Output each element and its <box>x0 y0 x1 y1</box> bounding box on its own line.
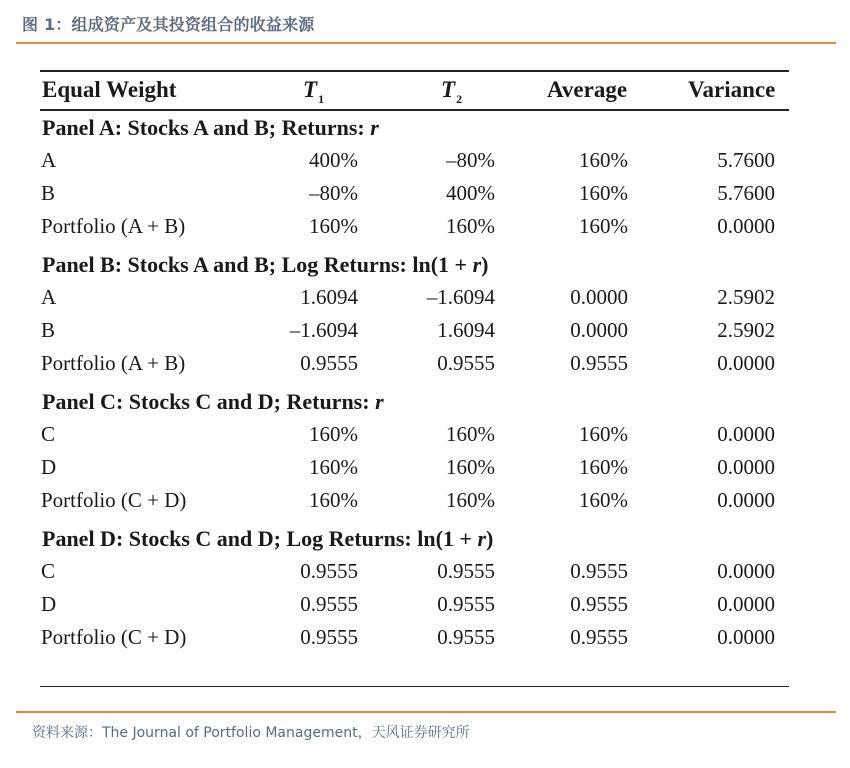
table-header-rule <box>40 109 789 111</box>
row-label: Portfolio (A + B) <box>41 351 186 375</box>
row-label: C <box>41 559 56 583</box>
row-label: Portfolio (C + D) <box>41 488 187 512</box>
table-cell-t1: 0.9555 <box>300 559 358 583</box>
table-cell-avg: 160% <box>579 181 628 205</box>
row-label: Portfolio (A + B) <box>41 214 186 238</box>
table-cell-t2: 1.6094 <box>437 318 495 342</box>
panel-title: Panel A: Stocks A and B; Returns: r <box>42 115 379 140</box>
table-cell-var: 0.0000 <box>717 351 775 375</box>
bottom-accent-rule <box>16 711 836 713</box>
table-cell-t1: 160% <box>309 214 358 238</box>
header-t1: $T_1$ <box>303 77 325 106</box>
table-cell-t2: 160% <box>446 455 495 479</box>
table-cell-avg: 160% <box>579 214 628 238</box>
row-label: D <box>41 592 57 616</box>
table-cell-avg: 0.9555 <box>570 351 628 375</box>
table-cell-var: 5.7600 <box>717 148 775 172</box>
table-cell-avg: 0.0000 <box>570 318 628 342</box>
table-cell-avg: 0.9555 <box>570 625 628 649</box>
table-cell-var: 0.0000 <box>717 625 775 649</box>
top-accent-rule <box>16 42 836 44</box>
table-cell-t1: 400% <box>309 148 358 172</box>
row-label: A <box>41 148 57 172</box>
panel-title: Panel B: Stocks A and B; Log Returns: ln(1 + r) <box>42 252 489 277</box>
table-bottom-rule <box>40 686 789 687</box>
row-label: Portfolio (C + D) <box>41 625 187 649</box>
table-cell-var: 0.0000 <box>717 455 775 479</box>
table-cell-t2: 160% <box>446 422 495 446</box>
panel-title: Panel C: Stocks C and D; Returns: r <box>42 389 384 414</box>
table-cell-t2: –1.6094 <box>426 285 495 309</box>
table-cell-avg: 0.9555 <box>570 592 628 616</box>
table-cell-t1: 160% <box>309 422 358 446</box>
table-cell-var: 0.0000 <box>717 559 775 583</box>
source-note: 资料来源：The Journal of Portfolio Management，天风证券研究所 <box>32 725 470 741</box>
table-cell-t2: –80% <box>446 148 495 172</box>
table-cell-var: 2.5902 <box>717 318 775 342</box>
table-cell-var: 0.0000 <box>717 488 775 512</box>
table-cell-avg: 0.9555 <box>570 559 628 583</box>
table-cell-t2: 0.9555 <box>437 559 495 583</box>
table-cell-t1: 0.9555 <box>300 625 358 649</box>
table-cell-t2: 400% <box>446 181 495 205</box>
row-label: B <box>41 181 56 205</box>
table-cell-avg: 160% <box>579 455 628 479</box>
table-cell-var: 2.5902 <box>717 285 775 309</box>
table-cell-avg: 160% <box>579 422 628 446</box>
table-cell-t1: 0.9555 <box>300 592 358 616</box>
table-cell-t2: 0.9555 <box>437 592 495 616</box>
row-label: D <box>41 455 57 479</box>
header-label: Equal Weight <box>42 77 177 102</box>
row-label: C <box>41 422 56 446</box>
table-cell-t2: 160% <box>446 488 495 512</box>
row-label: B <box>41 318 56 342</box>
panel-title: Panel D: Stocks C and D; Log Returns: ln(1 + r) <box>42 526 494 551</box>
header-variance: Variance <box>688 77 776 102</box>
table-cell-t1: 160% <box>309 455 358 479</box>
table-cell-avg: 160% <box>579 148 628 172</box>
table-top-rule <box>40 70 789 72</box>
table-cell-t1: –1.6094 <box>289 318 358 342</box>
table-cell-avg: 0.0000 <box>570 285 628 309</box>
table-cell-var: 5.7600 <box>717 181 775 205</box>
table-cell-avg: 160% <box>579 488 628 512</box>
table-cell-var: 0.0000 <box>717 422 775 446</box>
table-cell-var: 0.0000 <box>717 592 775 616</box>
table-cell-t1: 1.6094 <box>300 285 358 309</box>
header-t2: $T_2$ <box>441 77 463 106</box>
figure-title: 图 1：组成资产及其投资组合的收益来源 <box>22 15 315 34</box>
table-cell-t2: 0.9555 <box>437 625 495 649</box>
header-average: Average <box>547 77 628 102</box>
table-cell-t1: –80% <box>309 181 358 205</box>
row-label: A <box>41 285 57 309</box>
table-cell-t1: 0.9555 <box>300 351 358 375</box>
table-cell-var: 0.0000 <box>717 214 775 238</box>
table-cell-t1: 160% <box>309 488 358 512</box>
table-cell-t2: 0.9555 <box>437 351 495 375</box>
table-cell-t2: 160% <box>446 214 495 238</box>
